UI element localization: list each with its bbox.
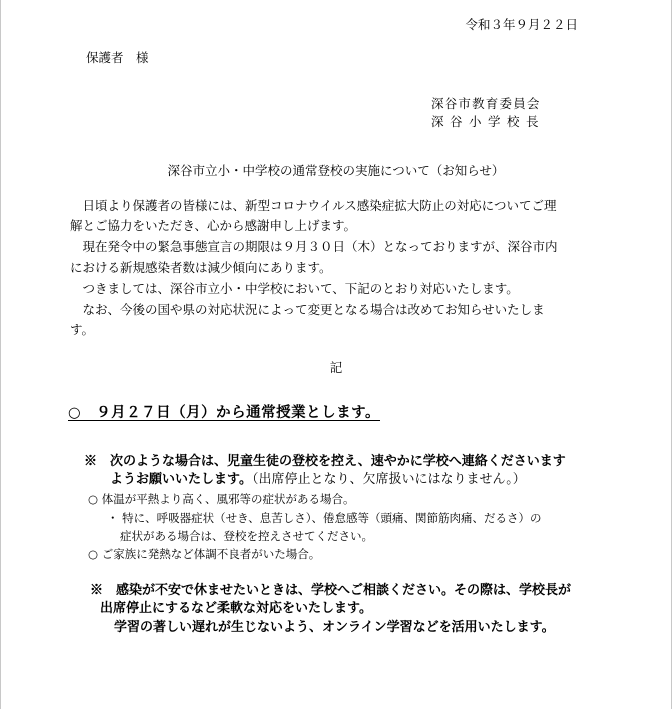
issue-date: 令和３年９月２２日	[465, 17, 578, 32]
main-notice: ○ ９月２７日（月）から通常授業とします。	[68, 404, 380, 421]
issuer-line-2: 深谷小学校長	[431, 114, 546, 129]
notice-2-line-2: 出席停止にするなど柔軟な対応をいたします。	[100, 601, 372, 616]
issuer-line-1: 深谷市教育委員会	[431, 96, 541, 111]
condition-sub-1-line-1: ・ 特に、呼吸器症状（せき、息苦しさ）、倦怠感等（頭痛、関節筋肉痛、だるさ）の	[107, 511, 542, 525]
condition-item-2: ○ ご家族に発熱など体調不良者がいた場合。	[88, 547, 321, 561]
condition-sub-1-line-2: 症状がある場合は、登校を控えさせてください。	[120, 529, 373, 543]
notice-1-suffix: （出席停止となり、欠席扱いにはなりません。）	[251, 472, 526, 487]
document-title: 深谷市立小・中学校の通常登校の実施について（お知らせ）	[167, 163, 505, 178]
ki-heading: 記	[329, 360, 343, 375]
condition-item-1: ○ 体温が平熱より高く、風邪等の症状がある場合。	[88, 492, 355, 506]
recipient: 保護者 様	[86, 50, 149, 65]
body-line: 日頃より保護者の皆様には、新型コロナウイルス感染症拡大防止の対応についてご理	[70, 198, 557, 213]
body-line: 現在発令中の緊急事態宣言の期限は９月３０日（木）となっておりますが、深谷市内	[70, 239, 558, 254]
body-line: における新規感染者数は減少傾向にあります。	[70, 260, 332, 275]
body-line: つきましては、深谷市立小・中学校において、下記のとおり対応いたします。	[70, 281, 519, 296]
notice-2-line-3: 学習の著しい遅れが生じないよう、オンライン学習などを活用いたします。	[114, 620, 555, 635]
notice-1-line-2	[110, 472, 526, 488]
notice-1-line-1: ※ 次のような場合は、児童生徒の登校を控え、速やかに学校へ連絡くださいます	[84, 454, 566, 469]
body-line: なお、今後の国や県の対応状況によって変更となる場合は改めてお知らせいたしま	[70, 302, 545, 317]
notice-2-line-1: ※ 感染が不安で休ませたいときは、学校へご相談ください。その際は、学校長が	[90, 583, 572, 598]
notice-1-request: ようお願いいたします。	[110, 472, 252, 487]
body-line: す。	[70, 322, 95, 337]
body-line: 解とご協力をいただき、心から感謝申し上げます。	[70, 218, 357, 233]
page-left-edge	[0, 0, 1, 709]
